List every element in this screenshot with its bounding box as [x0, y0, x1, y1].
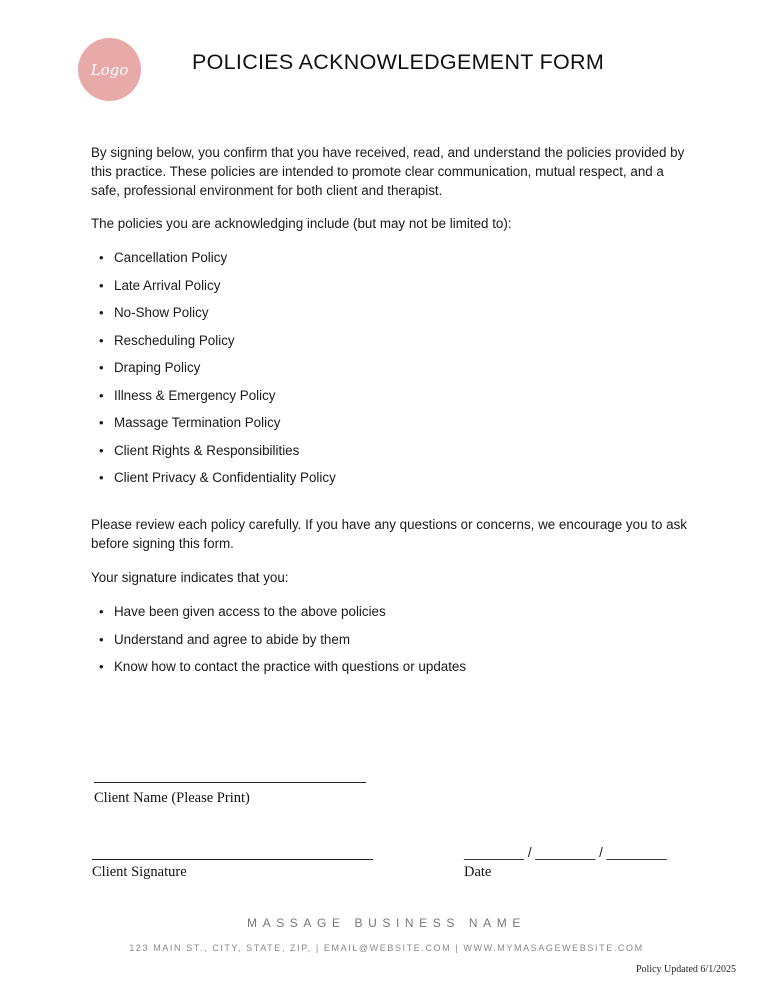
list-item: • No-Show Policy — [91, 304, 336, 332]
contact-line: 123 MAIN ST., CITY, STATE, ZIP, | EMAIL@WEBSITE.COM | WWW.MYMASAGEWEBSITE.COM — [129, 943, 644, 953]
signature-lead: Your signature indicates that you: — [91, 570, 289, 585]
client-signature-line[interactable] — [92, 859, 373, 860]
list-item: • Know how to contact the practice with questions or updates — [91, 658, 466, 686]
list-item: • Understand and agree to abide by them — [91, 631, 466, 659]
list-item: • Massage Termination Policy — [91, 414, 336, 442]
date-label: Date — [464, 864, 492, 880]
list-item: • Draping Policy — [91, 359, 336, 387]
list-item: • Illness & Emergency Policy — [91, 387, 336, 415]
list-item: • Rescheduling Policy — [91, 332, 336, 360]
intro-paragraph: By signing below, you confirm that you have received, read, and understand the policies provided by this practice. These policies are intended to promote clear communication, mutual respect, and a safe, professional environment for both client and therapist. — [91, 145, 685, 198]
client-signature-label: Client Signature — [92, 864, 187, 880]
client-name-label: Client Name (Please Print) — [94, 790, 250, 806]
date-blank[interactable]: ________ / ________ / ________ — [464, 845, 667, 860]
logo — [78, 38, 141, 101]
business-name: MASSAGE BUSINESS NAME — [247, 916, 526, 930]
list-item: • Late Arrival Policy — [91, 277, 336, 305]
policy-list — [91, 249, 336, 497]
logo-text: Logo — [90, 60, 129, 79]
list-item: • Client Rights & Responsibilities — [91, 442, 336, 470]
list-item: • Client Privacy & Confidentiality Policy — [91, 469, 336, 497]
list-item: • Have been given access to the above policies — [91, 603, 466, 631]
client-name-line[interactable] — [94, 782, 366, 783]
list-item: • Cancellation Policy — [91, 249, 336, 277]
policies-lead: The policies you are acknowledging include (but may not be limited to): — [91, 216, 512, 231]
page-title: POLICIES ACKNOWLEDGEMENT FORM — [192, 50, 605, 74]
policy-updated: Policy Updated 6/1/2025 — [636, 964, 736, 975]
review-note: Please review each policy carefully. If you have any questions or concerns, we encourage you to ask before signing this form. — [91, 517, 687, 551]
signature-points-list — [91, 603, 466, 686]
